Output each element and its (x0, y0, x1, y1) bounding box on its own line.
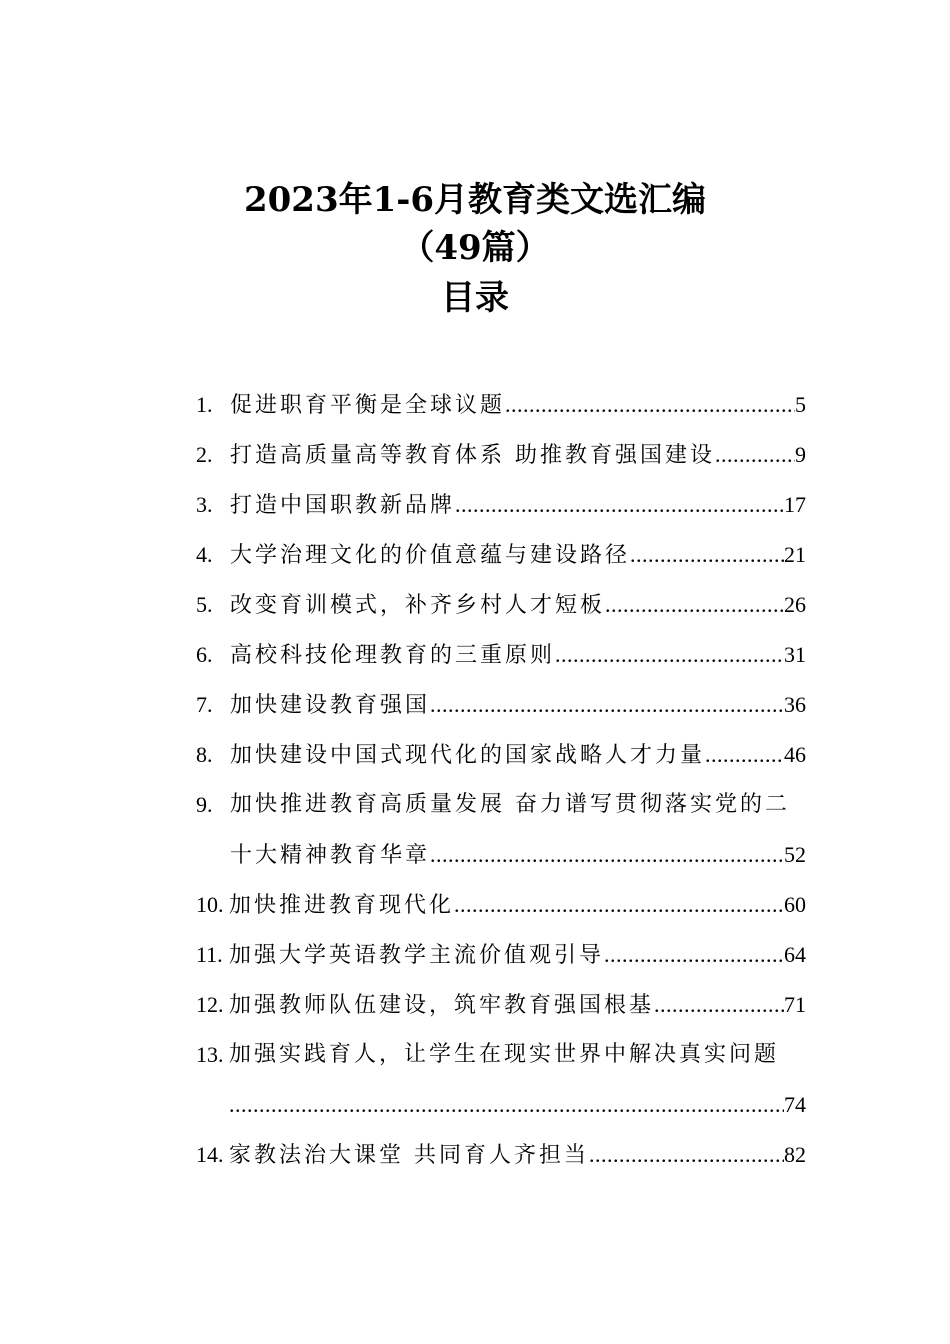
toc-leader-dots (430, 830, 784, 880)
toc-entry[interactable] (196, 730, 806, 780)
toc-entry-title: 加快建设教育强国 (230, 693, 431, 718)
toc-entry[interactable] (196, 630, 806, 680)
toc-entry-number: 14. (196, 1142, 224, 1167)
toc-entry-title: 加强大学英语教学主流价值观引导 (229, 943, 605, 968)
toc-leader-dots (454, 880, 784, 930)
toc-entry-page: 71 (784, 992, 806, 1017)
toc-entry-page: 46 (784, 742, 806, 767)
toc-entry-page: 82 (784, 1142, 806, 1167)
toc-leader-dots (589, 1130, 784, 1180)
toc-entry-title: 加快推进教育现代化 (229, 893, 455, 918)
toc-leader-dots (430, 680, 784, 730)
toc-leader-dots (555, 630, 784, 680)
toc-entry-number: 2. (196, 442, 213, 467)
toc-entry[interactable] (196, 430, 806, 480)
toc-entry-title: 打造中国职教新品牌 (230, 493, 456, 518)
toc-entry[interactable] (196, 680, 806, 730)
toc-entry-title: 促进职育平衡是全球议题 (230, 393, 506, 418)
toc-entry-page: 9 (795, 442, 806, 467)
table-of-contents (196, 380, 806, 1180)
toc-entry-title: 大学治理文化的价值意蕴与建设路径 (230, 543, 631, 568)
toc-leader-dots (455, 480, 784, 530)
toc-entry-page: 31 (784, 642, 806, 667)
toc-entry[interactable] (196, 480, 806, 530)
toc-entry-title: 家教法治大课堂 共同育人齐担当 (229, 1143, 589, 1168)
document-title: 2023年1-6月教育类文选汇编 (243, 180, 707, 220)
toc-entry[interactable] (196, 1130, 806, 1180)
toc-entry-title: 十大精神教育华章 (230, 843, 431, 868)
toc-entry-page: 17 (784, 492, 806, 517)
toc-entry-page: 5 (795, 392, 806, 417)
toc-entry-title: 改变育训模式，补齐乡村人才短板 (230, 593, 606, 618)
toc-entry-title: 打造高质量高等教育体系 助推教育强国建设 (230, 443, 715, 468)
toc-entry-page: 36 (784, 692, 806, 717)
toc-entry-page: 74 (784, 1092, 806, 1117)
toc-entry-title-line1: 加快推进教育高质量发展 奋力谱写贯彻落实党的二 (230, 792, 790, 817)
toc-entry-number: 12. (196, 992, 224, 1017)
toc-entry-page: 21 (784, 542, 806, 567)
toc-entry[interactable] (196, 880, 806, 930)
toc-entry-number: 1. (196, 392, 213, 417)
toc-leader-dots (630, 530, 784, 580)
document-subtitle-count: （49篇） (400, 228, 550, 268)
toc-entry-number: 3. (196, 492, 213, 517)
toc-entry-number: 8. (196, 742, 213, 767)
toc-leader-dots (654, 980, 784, 1030)
toc-entry-title-line1: 加强实践育人，让学生在现实世界中解决真实问题 (229, 1042, 780, 1067)
toc-entry-page: 52 (784, 842, 806, 867)
toc-leader-dots (705, 730, 784, 780)
toc-leader-dots (505, 380, 795, 430)
toc-leader-dots (604, 930, 784, 980)
toc-entry-page: 26 (784, 592, 806, 617)
toc-entry-number: 11. (196, 942, 223, 967)
toc-entry[interactable] (196, 580, 806, 630)
toc-entry[interactable] (196, 780, 806, 880)
toc-entry[interactable] (196, 380, 806, 430)
toc-entry-title: 加快建设中国式现代化的国家战略人才力量 (230, 743, 706, 768)
toc-entry-number: 7. (196, 692, 213, 717)
toc-entry[interactable] (196, 1030, 806, 1130)
toc-entry-title: 高校科技伦理教育的三重原则 (230, 643, 556, 668)
toc-leader-dots (715, 430, 795, 480)
toc-heading: 目录 (441, 278, 509, 318)
toc-entry-number: 10. (196, 892, 224, 917)
toc-entry-number: 4. (196, 542, 213, 567)
toc-entry-number: 5. (196, 592, 213, 617)
toc-leader-dots (605, 580, 784, 630)
toc-entry-page: 64 (784, 942, 806, 967)
toc-entry-number: 13. (196, 1042, 224, 1067)
toc-entry[interactable] (196, 930, 806, 980)
toc-entry-number: 6. (196, 642, 213, 667)
toc-entry[interactable] (196, 530, 806, 580)
toc-entry-title: 加强教师队伍建设，筑牢教育强国根基 (229, 993, 655, 1018)
toc-entry-number: 9. (196, 792, 213, 817)
toc-leader-dots (229, 1080, 784, 1130)
toc-entry-page: 60 (784, 892, 806, 917)
toc-entry[interactable] (196, 980, 806, 1030)
